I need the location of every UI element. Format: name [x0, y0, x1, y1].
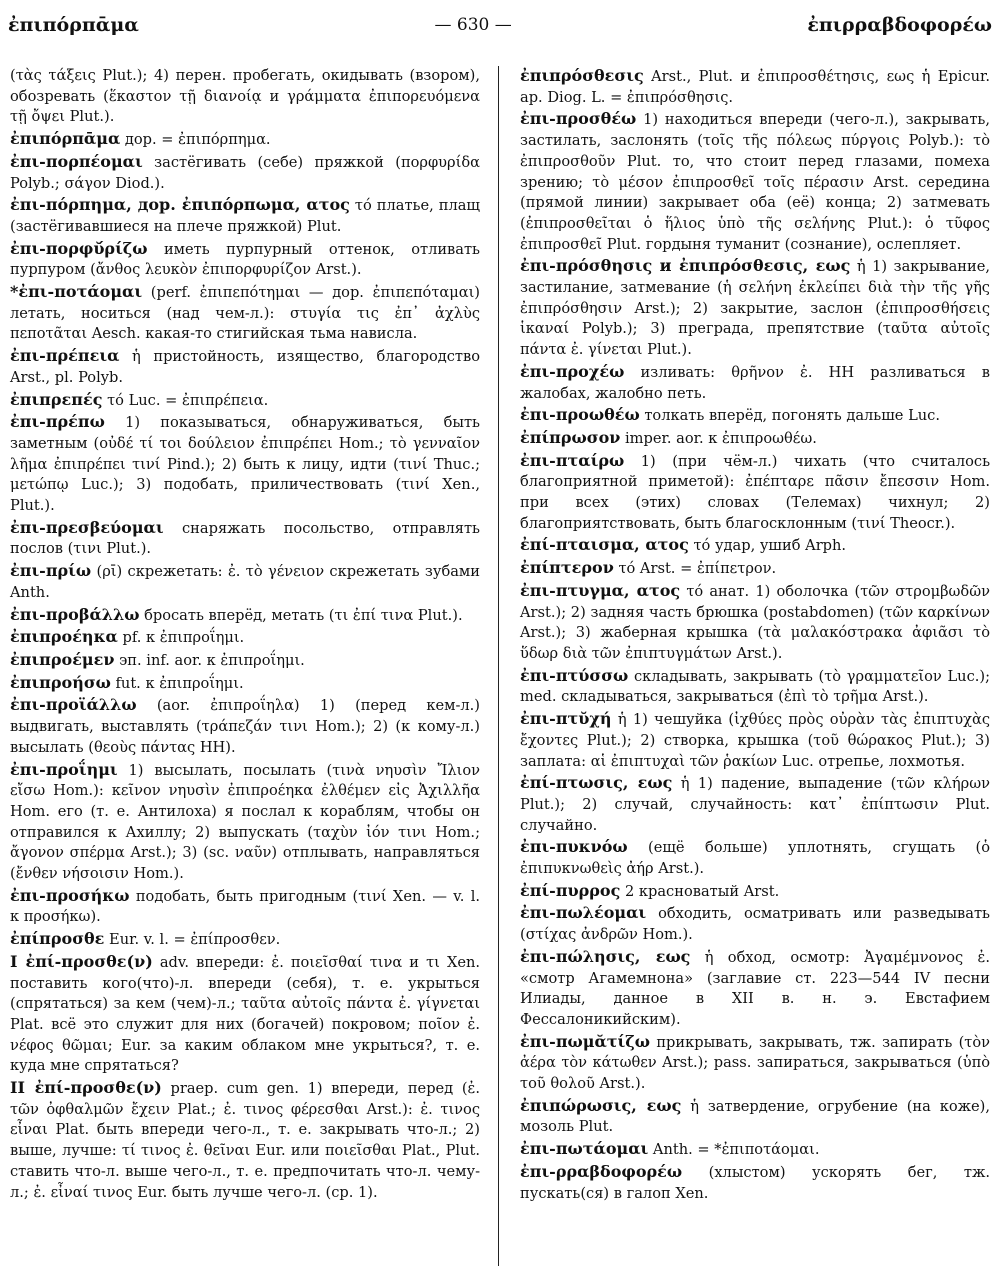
dictionary-entry: [520, 881, 990, 903]
entry-definition: иметь пурпурный оттенок, отливать пурпуром (ἄνθος λευκὸν ἐπιπορφυρίζον Arst.).: [10, 240, 480, 279]
entry-headword: ἐπι-πορπέομαι: [10, 151, 143, 171]
entry-definition: τό Arst. = ἐπίπετρον.: [618, 560, 777, 578]
dictionary-entry: [10, 282, 480, 345]
entry-headword: ἐπι-πρέπω: [10, 412, 105, 432]
entry-headword: ἐπιπώρωσις, εως: [520, 1095, 682, 1115]
entry-headword: ἐπι-ρραβδοφορέω: [520, 1161, 683, 1181]
entry-headword: ἐπι-πόρπημα, дор. ἐπιπόρπωμα, ατος: [10, 195, 350, 215]
entry-headword: II ἐπί-προσθε(ν): [10, 1078, 162, 1098]
dictionary-entry: [10, 390, 480, 412]
entry-headword: ἐπι-προωθέω: [520, 405, 640, 425]
dictionary-entry: [520, 837, 990, 879]
dictionary-entry: [10, 152, 480, 194]
entry-definition: Eur. v. l. = ἐπίπροσθεν.: [109, 931, 281, 949]
dictionary-entry: [520, 451, 990, 535]
entry-definition: (aor. ἐπιπροΐηλα) 1) (перед кем-л.) выдвигать, выставлять (τράπεζάν τινι Hom.); 2) (к кому-л.) высылать (θεοὺς πάντας HH).: [10, 697, 480, 756]
entry-definition: 1) находиться впереди (чего-л.), закрывать, застилать, заслонять (τοῖς τῆς πόλεως πύργοις Polyb.): τὸ ἐπιπροσθοῦν Plut. то, что стоит перед глазами, помеха зрению; τὸ μέσον ἐπιπροσθεῖ τοῖς πέρασιν Arst. середина (прямой линии) закрывает оба (её) конца; 2) затмевать (ἐπιπροσθεῖται ὁ ἥλιος ὑπὸ τῆς σελήνης Plut.): ὁ τῦφος ἐπιπροσθεῖ Plut. гордыня туманит (сознание), ослепляет.: [520, 111, 991, 253]
entry-headword: ἐπι-πυκνόω: [520, 837, 628, 857]
entry-headword: ἐπι-προϊάλλω: [10, 695, 137, 715]
entry-definition: (τὰς τάξεις Plut.); 4) перен. пробегать, окидывать (взором), обозревать (ἕκαστον τῇ διανοίᾳ и γράμματα ἐπιπορευόμενα τῇ ὄψει Plut.).: [10, 67, 480, 126]
entry-definition: ἡ 1) чешуйка (ἰχθύες πρὸς οὐρὰν τὰς ἐπιπτυχὰς ἔχοντες Plut.); 2) створка, крышка (τοῦ θώρακος Plut.); 3) заплата: αἱ ἐπιπτυχαὶ τῶν ῥακίων Luc. отрепье, лохмотья.: [520, 711, 990, 770]
dictionary-entry: [520, 773, 990, 836]
entry-headword: *ἐπι-ποτάομαι: [10, 282, 143, 302]
entry-headword: ἐπι-προσήκω: [10, 885, 130, 905]
entry-definition: прикрывать, закрывать, тж. запирать (τὸν ἀέρα τὸν κάτωθεν Arst.); pass. запираться, закрываться (ὑπὸ τοῦ θολοῦ Arst.).: [520, 1033, 990, 1093]
entry-definition: τό удар, ушиб Arph.: [693, 537, 847, 555]
entry-headword: I ἐπί-προσθε(ν): [10, 951, 153, 971]
entry-headword: ἐπιπρόσθεσις: [520, 66, 644, 85]
entry-headword: ἐπι-πρεσβεύομαι: [10, 517, 164, 537]
entry-headword: ἐπίπροσθε: [10, 929, 105, 949]
entry-definition: ἡ затвердение, огрубение (на коже), мозоль Plut.: [520, 1097, 991, 1136]
entry-definition: 1) (при чём-л.) чихать (что считалось благоприятной приметой): ἐπέπταρε πᾶσιν ἔπεσσιν Hom. при всех (этих) словах (Телемах) чихнул; 2) благоприятствовать, быть благосклонным (τινί Theocr.).: [520, 452, 991, 532]
entry-definition: ἡ 1) падение, выпадение (τῶν κλήρων Plut.); 2) случай, случайность: κατ᾽ ἐπίπτωσιν Plut. случайно.: [520, 775, 990, 834]
entry-definition: снаряжать посольство, отправлять послов (τινι Plut.).: [10, 519, 481, 558]
entry-definition: (ρῑ) скрежетать: ἐ. τὸ γένειον скрежетать зубами Anth.: [10, 563, 481, 601]
dictionary-entry: [10, 760, 480, 885]
entry-definition: τό Luc. = ἐπιπρέπεια.: [107, 391, 269, 409]
entry-headword: ἐπιπροήσω: [10, 672, 111, 692]
dictionary-entry: [520, 362, 990, 404]
dictionary-entry: [10, 952, 480, 1077]
entry-headword: ἐπι-πωμᾰτίζω: [520, 1031, 651, 1051]
dictionary-entry: [10, 605, 480, 627]
dictionary-entry: [10, 195, 480, 237]
dictionary-entry: [520, 1032, 990, 1095]
entry-headword: ἐπι-πτύσσω: [520, 665, 629, 685]
entry-definition: Arst., Plut. и ἐπιπροσθέτησις, εως ἡ Epicur. ap. Diog. L. = ἐπιπρόσθησις.: [520, 68, 990, 106]
entry-headword: ἐπί-πυρρος: [520, 880, 621, 900]
entry-definition: складывать, закрывать (τὸ γραμματεῖον Luc.); med. складываться, закрываться (ἐπὶ τὸ τρῆμα Arst.).: [520, 667, 990, 706]
entry-definition: 2 красноватый Arst.: [624, 882, 780, 900]
header-left-word: ἐπιπόρπᾱμα: [8, 14, 139, 36]
entry-headword: ἐπι-πτῠχή: [520, 709, 612, 729]
dictionary-entry: [520, 1162, 990, 1204]
dictionary-entry: [10, 627, 480, 649]
dictionary-entry: [10, 695, 480, 758]
dictionary-entry: [520, 903, 990, 945]
entry-definition: застёгивать (себе) пряжкой (πορφυρίδα Polyb.; σάγον Diod.).: [10, 153, 480, 192]
entry-headword: ἐπιπροέηκα: [10, 627, 118, 647]
entry-definition: (ещё больше) уплотнять, сгущать (ὁ ἐπιπυκνωθεὶς ἀήρ Arst.).: [520, 839, 991, 878]
entry-definition: ἡ пристойность, изящество, благородство Arst., pl. Polyb.: [10, 348, 480, 386]
entry-headword: ἐπι-πορφῠ́ρίζω: [10, 238, 148, 258]
dictionary-entry: [10, 129, 480, 151]
dictionary-entry: [10, 673, 480, 695]
dictionary-entry: [520, 535, 990, 557]
dictionary-entry: [10, 239, 480, 281]
entry-headword: ἐπι-προΐημι: [10, 759, 118, 779]
dictionary-entry: [10, 886, 480, 928]
entry-headword: ἐπι-πτυγμα, ατος: [520, 580, 681, 600]
dictionary-entry: [520, 109, 990, 255]
entry-headword: ἐπι-προχέω: [520, 361, 625, 381]
entry-headword: ἐπι-πρόσθησις и ἐπιπρόσθεσις, εως: [520, 256, 851, 276]
entry-headword: ἐπιπρεπές: [10, 389, 103, 409]
entry-headword: ἐπι-πώλησις, εως: [520, 946, 691, 966]
entry-definition: изливать: θρῆνον ἐ. HH разливаться в жалобах, жалобно петь.: [520, 363, 991, 402]
entry-definition: adv. впереди: ἐ. ποιεῖσθαί τινα и τι Xen. поставить кого(что)-л. впереди (себя), т. е. укрыться (спрятаться) за кем (чем)-л.; ταῦτα αὐτοῖς πάντα ἐ. γίγνεται Plat. всё это служит для них (богачей) покровом; ποῖον ἐ. νέφος θῶμαι; Eur. за каким облаком мне укрыться?, т. е. куда мне спрятаться?: [10, 953, 481, 1075]
dictionary-entry: [10, 66, 480, 128]
entry-headword: ἐπι-πρέπεια: [10, 346, 120, 366]
left-column: [10, 66, 480, 1204]
entry-definition: подобать, быть пригодным (τινί Xen. — v. l. к προσήκω).: [10, 887, 480, 926]
entry-definition: обходить, осматривать или разведывать (στίχας ἀνδρῶν Hom.).: [520, 905, 990, 944]
entry-headword: ἐπι-πταίρω: [520, 450, 625, 470]
entry-headword: ἐπι-πρίω: [10, 561, 92, 581]
entry-headword: ἐπίπρωσον: [520, 427, 621, 447]
dictionary-entry: [10, 929, 480, 951]
entry-definition: Anth. = *ἐπιποτάομαι.: [652, 1141, 820, 1159]
entry-headword: ἐπί-πταισμα, ατος: [520, 535, 689, 555]
entry-definition: τό анат. 1) оболочка (τῶν στρομβωδῶν Arst.); 2) задняя часть брюшка (postabdomen) (τῶν καρκίνων Arst.); 3) жаберная крышка (τὰ μαλακόστρακα ἀφιᾶσι τὸ ὕδωρ διὰ τῶν ἐπιπτυγμάτων Arst.).: [520, 582, 990, 662]
dictionary-entry: [10, 518, 480, 560]
entry-definition: τό платье, плащ (застёгивавшиеся на плече пряжкой) Plut.: [10, 197, 480, 235]
dictionary-entry: [520, 256, 990, 361]
header-right-word: ἐπιρραβδοφορέω: [807, 14, 992, 36]
entry-definition: praep. cum gen. 1) впереди, перед (ἐ. τῶν ὀφθαλμῶν ἔχειν Plat.; ἐ. τινος φέρεσθαι Arst.): ἐ. τινος εἶναι Plat. быть впереди чего-л., т. е. закрывать что-л.; 2) выше, лучше: τί τινος ἐ. θεῖναι Eur. или ποιεῖσθαι Plat., Plut. ставить что-л. выше чего-л., т. е. предпочитать что-л. чему-л.; ἐ. εἶναί τινος Eur. быть лучше чего-л. (ср. 1).: [10, 1080, 480, 1201]
dictionary-entry: [10, 1078, 480, 1203]
dictionary-entry: [520, 666, 990, 708]
page-header: [8, 10, 992, 40]
dictionary-entry: [10, 346, 480, 388]
entry-headword: ἐπι-προβάλλω: [10, 604, 140, 624]
dictionary-entry: [520, 709, 990, 772]
entry-definition: (хлыстом) ускорять бег, тж. пускать(ся) в галоп Xen.: [520, 1163, 991, 1202]
entry-definition: (perf. ἐπιπεπότημαι — дор. ἐπιπεπόταμαι) летать, носиться (над чем-л.): στυγία τις ἐπ᾽ ἀχλὺς πεποτᾶται Aesch. какая-то стигийская тьма нависла.: [10, 284, 481, 343]
entry-definition: fut. к ἐπιπροΐημι.: [115, 674, 244, 692]
entry-headword: ἐπίπτερον: [520, 558, 614, 578]
entry-headword: ἐπιπροέμεν: [10, 649, 115, 669]
dictionary-entry: [520, 558, 990, 580]
entry-headword: ἐπί-πτωσις, εως: [520, 773, 673, 793]
dictionary-entry: [520, 1139, 990, 1161]
entry-definition: дор. = ἐπιπόρπημα.: [124, 131, 271, 149]
dictionary-entry: [520, 581, 990, 665]
page-number: — 630 —: [434, 15, 512, 35]
dictionary-entry: [10, 650, 480, 672]
entry-headword: ἐπι-προσθέω: [520, 109, 637, 129]
entry-definition: 1) показываться, обнаруживаться, быть заметным (οὐδέ τί τοι δούλειον ἐπιπρέπει Hom.; τὸ γενναῖον λῆμα ἐπιπρέπει τινί Pind.); 2) быть к лицу, идти (τινί Thuc.; μετώπῳ Luc.); 3) подобать, приличествовать (τινί Xen., Plut.).: [10, 414, 480, 515]
dictionary-entry: [10, 412, 480, 517]
dictionary-entry: [520, 947, 990, 1031]
entry-definition: ἡ 1) закрывание, застилание, затмевание (ἡ σελήνη ἐκλείπει διὰ τὴν τῆς γῆς ἐπιπρόσθησιν Arst.); 2) закрытие, заслон (ἐπιπροσθήσεις ἱκαναί Polyb.); 3) преграда, препятствие (ταῦτα αὐτοῖς πάντα ἐ. γίνεται Plut.).: [520, 258, 990, 359]
entry-definition: бросать вперёд, метать (τι ἐπί τινα Plut.).: [144, 606, 463, 624]
right-column: [520, 66, 990, 1205]
entry-headword: ἐπιπόρπᾱμα: [10, 129, 121, 149]
dictionary-entry: [10, 561, 480, 603]
entry-definition: ἡ обход, осмотр: Ἀγαμέμνονος ἐ. «смотр Агамемнона» (заглавие ст. 223—544 IV песни Илиады, данное в XII в. н. э. Евстафием Фессалоникийским).: [520, 948, 990, 1028]
entry-headword: ἐπι-πωλέομαι: [520, 903, 647, 923]
dictionary-entry: [520, 1096, 990, 1138]
entry-definition: imper. aor. к ἐπιπροωθέω.: [624, 429, 817, 447]
dictionary-entry: [520, 428, 990, 450]
entry-definition: pf. к ἐπιπροΐημι.: [122, 629, 245, 647]
entry-headword: ἐπι-πωτάομαι: [520, 1139, 649, 1159]
column-divider: [498, 66, 499, 1266]
entry-definition: толкать вперёд, погонять дальше Luc.: [644, 407, 940, 425]
entry-definition: эп. inf. aor. к ἐπιπροΐημι.: [119, 651, 305, 669]
dictionary-entry: [520, 66, 990, 108]
dictionary-entry: [520, 405, 990, 427]
entry-definition: 1) высылать, посылать (τινὰ νηυσὶν Ἴλιον εἴσω Hom.): κεῖνον νηυσὶν ἐπιπροέηκα ἐλθέμεν εἰς Ἀχιλλῆα Hom. его (т. е. Антилоха) я послал к кораблям, чтобы он отправился к Ахиллу; 2) выпускать (ταχὺν ἰόν τινι Hom.; ἄγονον σπέρμα Arst.); 3) (sc. ναῦν) отплывать, направляться (ἔνθεν νήσοισιν Hom.).: [10, 761, 481, 883]
